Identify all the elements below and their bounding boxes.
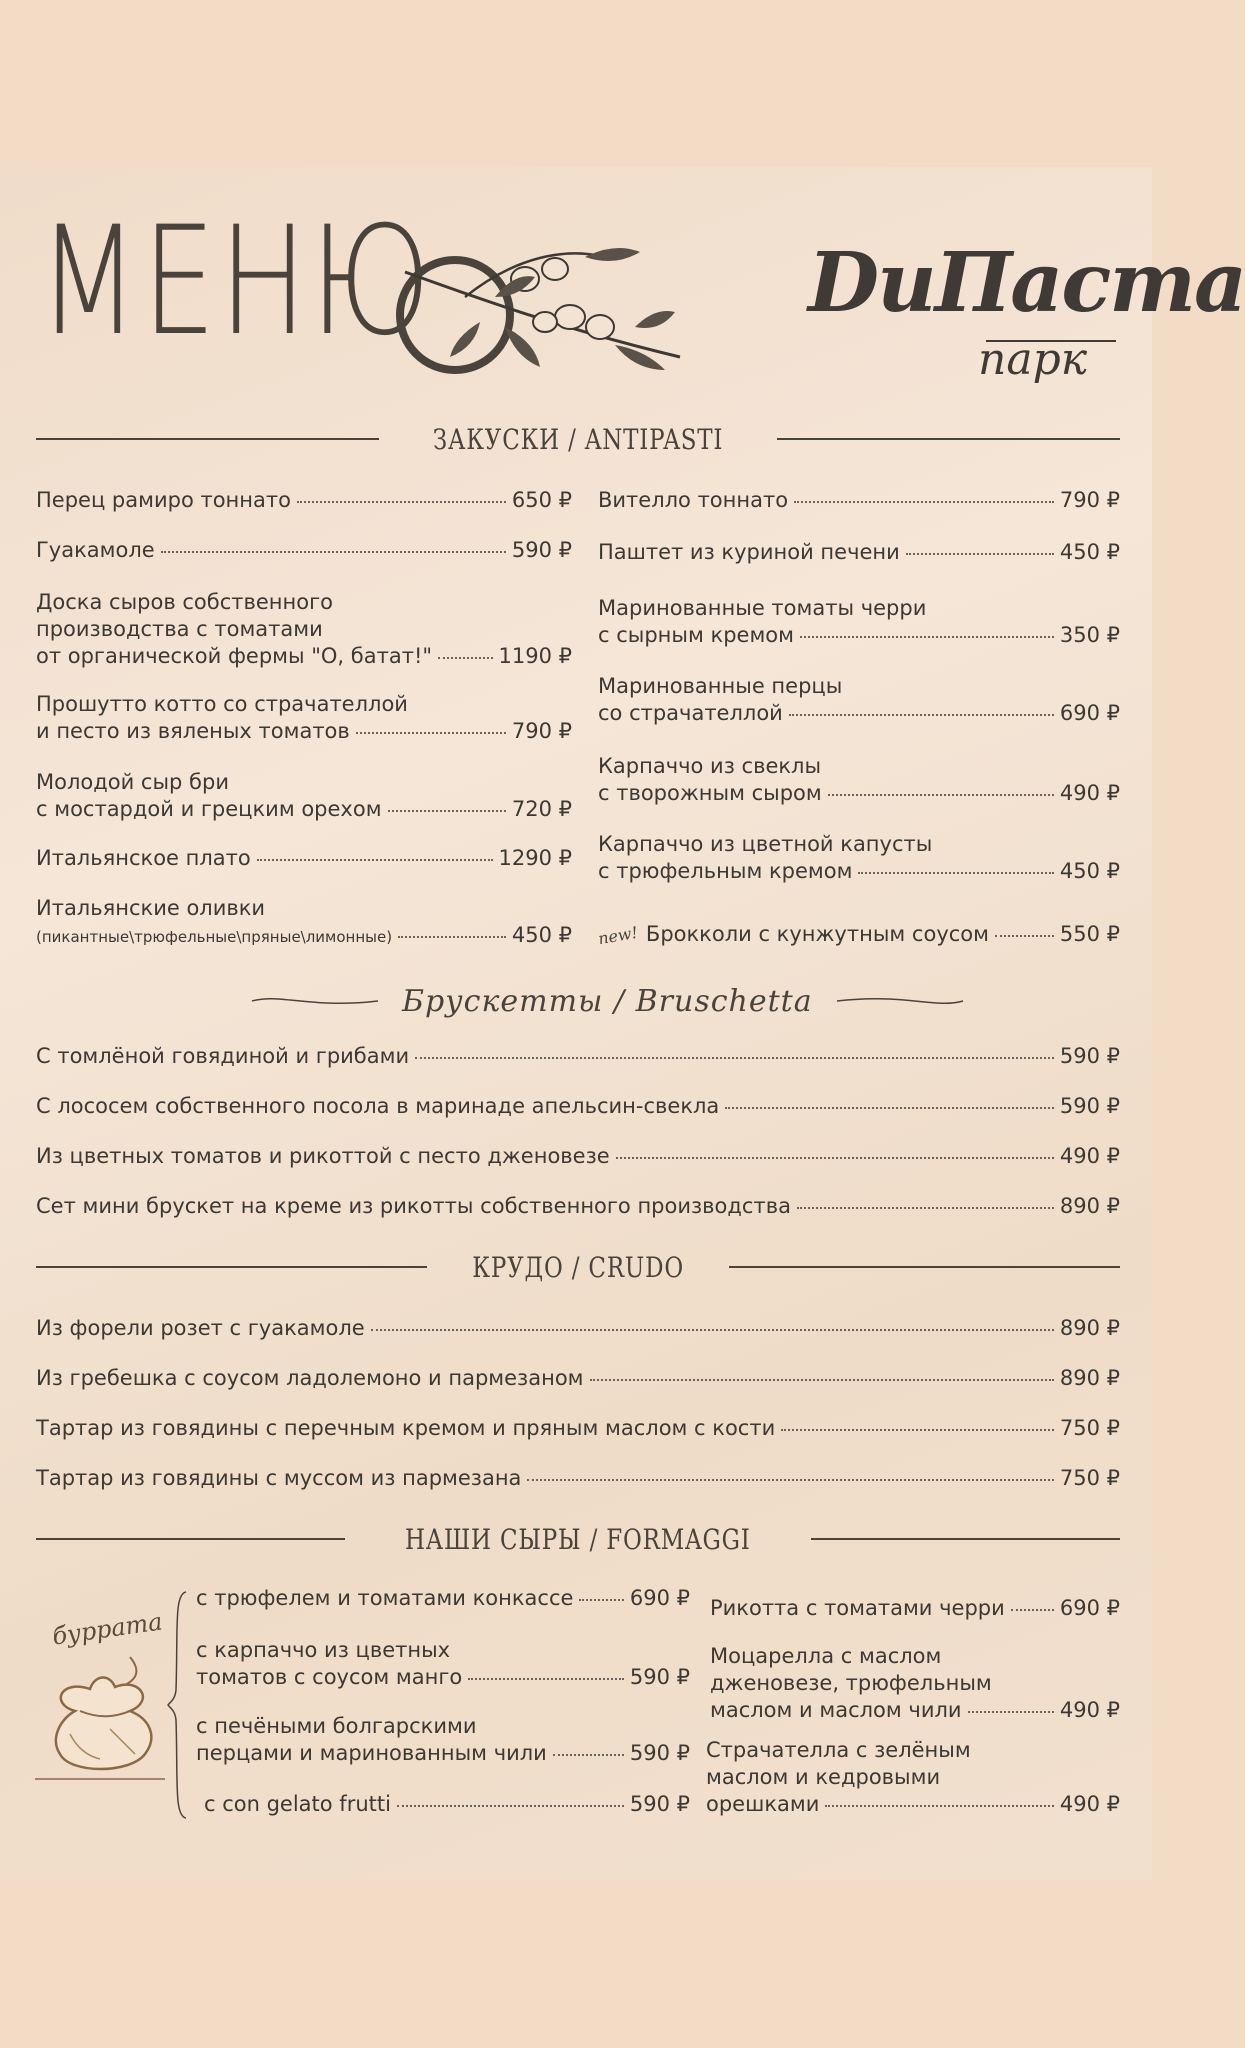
brand-subtitle: парк <box>978 334 1088 385</box>
section-formaggi <box>36 1519 1120 1559</box>
menu-item: Рикотта с томатами черри 690 ₽ <box>710 1596 1120 1620</box>
menu-item: Маринованные томаты черри с сырным кремом 350 ₽ <box>598 596 1120 647</box>
menu-item: Тартар из говядины с перечным кремом и пряным маслом с кости 750 ₽ <box>36 1416 1120 1440</box>
menu-item: Моцарелла с маслом дженовезе, трюфельным маслом и маслом чили 490 ₽ <box>710 1644 1120 1722</box>
menu-item: С лососем собственного посола в маринаде апельсин-свекла 590 ₽ <box>36 1094 1120 1118</box>
menu-item: Карпаччо из свеклы с творожным сыром 490 ₽ <box>598 754 1120 805</box>
menu-item: Страчателла с зелёным маслом и кедровыми орешками 490 ₽ <box>706 1738 1120 1816</box>
section-title: ЗАКУСКИ / ANTIPASTI <box>432 422 724 456</box>
menu-item: Маринованные перцы со страчателлой 690 ₽ <box>598 674 1120 725</box>
olive-branch-icon <box>395 227 695 387</box>
menu-item: С томлёной говядиной и грибами 590 ₽ <box>36 1044 1120 1068</box>
menu-item: с карпаччо из цветных томатов с соусом манго 590 ₽ <box>196 1638 690 1689</box>
section-antipasti <box>36 419 1120 459</box>
menu-item: Вителло тоннато 790 ₽ <box>598 488 1120 512</box>
swirl-right-icon <box>835 991 965 1011</box>
menu-item: Перец рамиро тоннато 650 ₽ <box>36 488 572 512</box>
menu-item: Гуакамоле 590 ₽ <box>36 538 572 562</box>
brand-name: DuПаста <box>808 235 1245 331</box>
menu-item: Доска сыров собственного производства с томатами от органической фермы "О, батат!" 1190 ₽ <box>36 590 572 668</box>
menu-item: Из форели розет с гуакамоле 890 ₽ <box>36 1316 1120 1340</box>
menu-item: Итальянское плато 1290 ₽ <box>36 846 572 870</box>
section-title: КРУДО / CRUDO <box>472 1250 684 1284</box>
section-title: Брускетты / Bruschetta <box>402 983 813 1019</box>
menu-item: Прошутто котто со страчателлой и песто из вяленых томатов 790 ₽ <box>36 692 572 743</box>
burrata-label: буррата <box>50 1607 165 1651</box>
swirl-left-icon <box>250 991 380 1011</box>
brand-logo <box>808 235 1245 385</box>
menu-item: Паштет из куриной печени 450 ₽ <box>598 540 1120 564</box>
menu-item: Итальянские оливки (пикантные\трюфельные\пряные\лимонные) 450 ₽ <box>36 896 572 947</box>
menu-item: Тартар из говядины с муссом из пармезана 750 ₽ <box>36 1466 1120 1490</box>
menu-item: с печёными болгарскими перцами и маринованным чили 590 ₽ <box>196 1714 690 1765</box>
menu-page <box>0 167 1245 1880</box>
menu-item: c con gelato frutti 590 ₽ <box>204 1792 690 1816</box>
brace-icon <box>166 1590 190 1820</box>
menu-item: Из гребешка с соусом ладолемоно и пармезаном 890 ₽ <box>36 1366 1120 1390</box>
section-bruschetta <box>250 981 900 1021</box>
menu-item: Сет мини брускет на креме из рикотты собственного производства 890 ₽ <box>36 1194 1120 1218</box>
section-crudo <box>36 1247 1120 1287</box>
menu-item: Карпаччо из цветной капусты с трюфельным кремом 450 ₽ <box>598 832 1120 883</box>
section-title: НАШИ СЫРЫ / FORMAGGI <box>405 1522 751 1556</box>
menu-item: с трюфелем и томатами конкассе 690 ₽ <box>196 1586 690 1610</box>
menu-item: Из цветных томатов и рикоттой с песто дженовезе 490 ₽ <box>36 1144 1120 1168</box>
menu-title: МЕНЮ <box>38 195 434 369</box>
menu-item: Молодой сыр бри с мостардой и грецким орехом 720 ₽ <box>36 770 572 821</box>
menu-item: new! Брокколи с кунжутным соусом 550 ₽ <box>598 921 1120 949</box>
burrata-cheese-icon <box>30 1649 170 1789</box>
new-badge: new! <box>596 922 640 949</box>
